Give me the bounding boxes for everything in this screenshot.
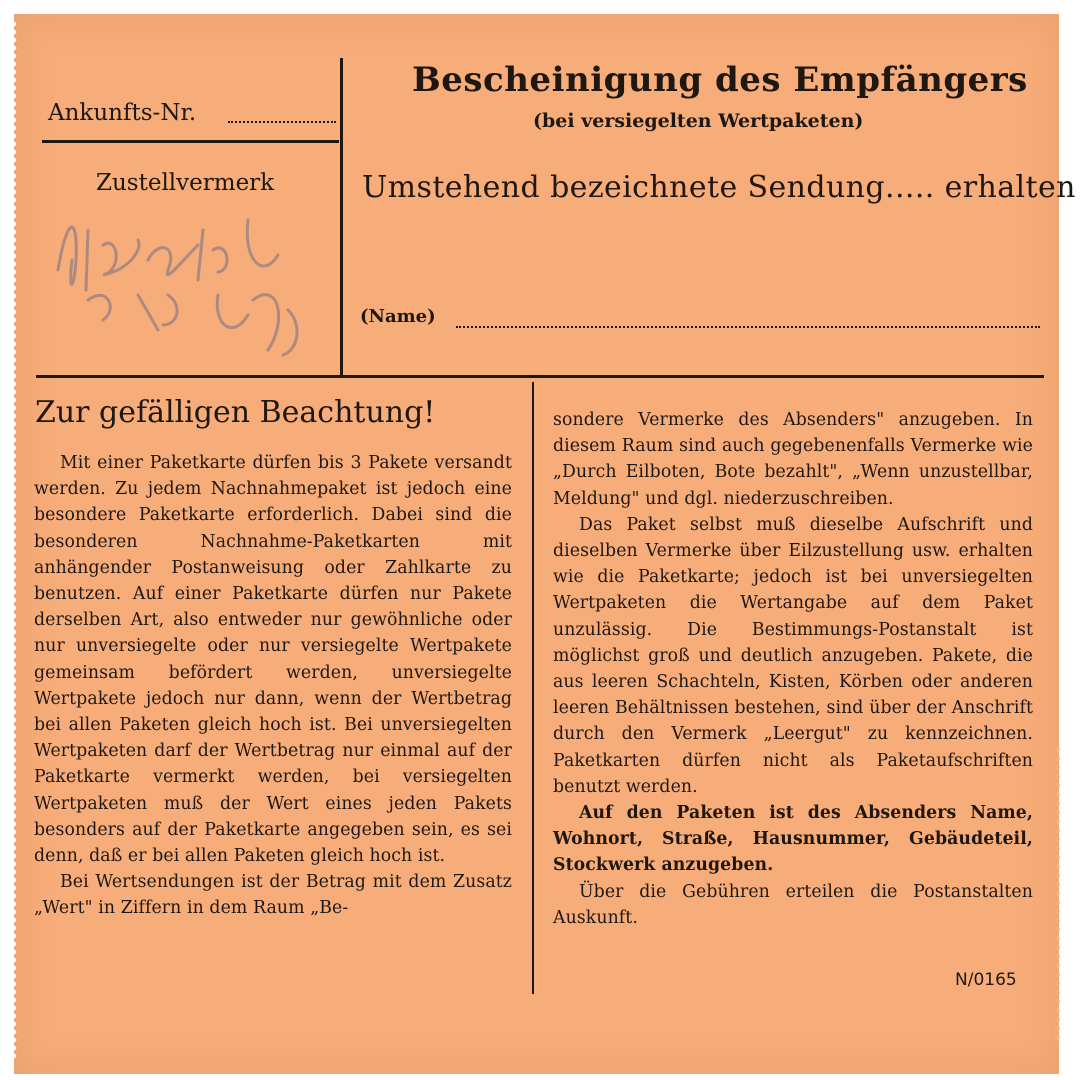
- delivery-note-label: Zustellvermerk: [96, 170, 275, 196]
- arrival-number-field: [228, 121, 336, 123]
- recipient-certificate-title: Bescheinigung des Empfängers: [412, 60, 1028, 100]
- handwritten-delivery-note: [48, 200, 318, 370]
- notice-right-column: [553, 407, 1033, 931]
- notice-paragraph: Mit einer Paketkarte dürfen bis 3 Pakete versandt werden. Zu jedem Nachnahmepaket ist jedoch eine besondere Paketkarte erforderlich. Dabei sind die besonderen Nachnahme-Paketkarten mit anhängender Postanweisung oder Zahlkarte zu benutzen. Auf einer Paketkarte dürfen nur Pakete derselben Art, also entweder nur gewöhnliche oder nur unversiegelte oder nur versiegelte Wertpakete gemeinsam befördert werden, unversiegelte Wertpakete jedoch nur dann, wenn der Wertbetrag bei allen Paketen gleich hoch ist. Bei unversiegelten Wertpaketen darf der Wertbetrag nur einmal auf der Paketkarte vermerkt werden, bei versiegelten Wertpaketen muß der Wert eines jeden Pakets besonders auf der Paketkarte angegeben sein, es sei denn, daß er bei allen Paketen gleich hoch ist.: [34, 453, 512, 867]
- left-box-divider: [42, 140, 339, 143]
- notice-title: Zur gefälligen Beachtung!: [35, 395, 436, 430]
- notice-paragraph: Bei Wertsendungen ist der Betrag mit dem Zusatz „Wert" in Ziffern in dem Raum „Be-: [34, 872, 512, 919]
- notice-paragraph: Das Paket selbst muß dieselbe Aufschrift und dieselben Vermerke über Eilzustellung usw. erhalten wie die Paketkarte; jedoch ist bei unversiegelten Wertpaketen die Wertangabe auf dem Paket unzulässig. Die Bestimmungs-Postanstalt ist möglichst groß und deutlich anzugeben. Pakete, die aus leeren Schachteln, Kisten, Körben oder anderen leeren Behältnissen bestehen, sind über der Anschrift durch den Vermerk „Leergut" zu kennzeichnen. Paketkarten dürfen nicht als Paketaufschriften benutzt werden.: [553, 514, 1033, 797]
- arrival-number-label: Ankunfts-Nr.: [48, 100, 197, 126]
- recipient-certificate-subtitle: (bei versiegelten Wertpaketen): [533, 110, 864, 132]
- notice-left-column: [34, 450, 512, 922]
- section-divider: [36, 375, 1044, 378]
- top-section-divider: [340, 58, 343, 376]
- left-perforation: [10, 20, 18, 1060]
- right-perforation: [1052, 745, 1062, 1045]
- receipt-statement: Umstehend bezeichnete Sendung..... erhalten: [362, 170, 1076, 205]
- notice-paragraph: sondere Vermerke des Absenders" anzugeben. In diesem Raum sind auch gegebenenfalls Vermerke wie „Durch Eilboten, Bote bezahlt", „Wenn unzustellbar, Meldung" und dgl. niederzuschreiben.: [553, 410, 1033, 509]
- name-label: (Name): [360, 306, 436, 327]
- notice-paragraph: Über die Gebühren erteilen die Postanstalten Auskunft.: [553, 881, 1033, 928]
- notice-paragraph-emphasis: Auf den Paketen ist des Absenders Name, Wohnort, Straße, Hausnummer, Gebäudeteil, Stockwerk anzugeben.: [553, 803, 1033, 876]
- column-divider: [532, 382, 534, 994]
- name-field: [456, 326, 1040, 328]
- form-number: N/0165: [955, 970, 1017, 990]
